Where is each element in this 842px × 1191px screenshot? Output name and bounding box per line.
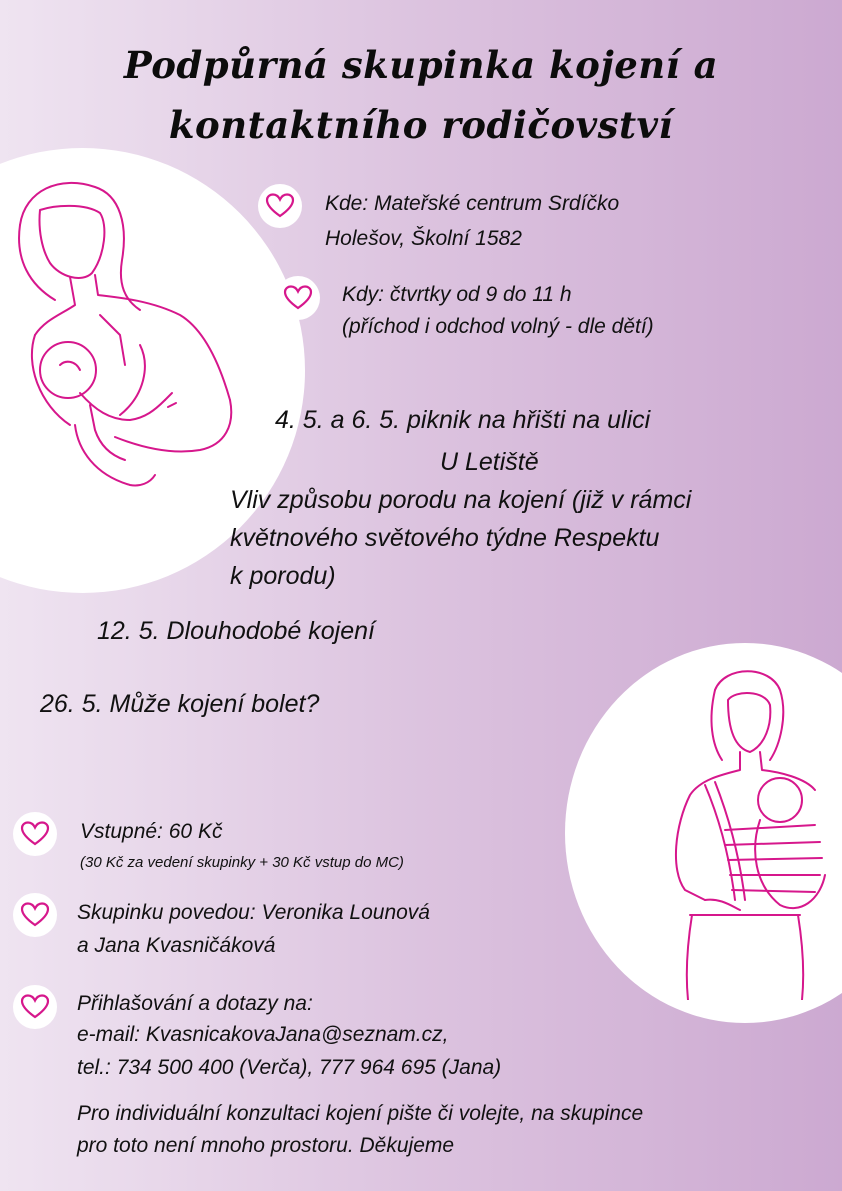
event-1-line-1: 4. 5. a 6. 5. piknik na hřišti na ulici [275, 406, 651, 434]
footer-line-2: pro toto není mnoho prostoru. Děkujeme [77, 1134, 455, 1157]
fee-line [80, 818, 222, 845]
event-2-line-2: květnového světového týdne Respektu [230, 524, 660, 552]
fee-label: Vstupné: [80, 820, 163, 843]
heart-badge [276, 276, 320, 320]
event-1-line-2: U Letiště [440, 448, 539, 476]
fee-note: (30 Kč za vedení skupinky + 30 Kč vstup do MC) [80, 854, 404, 871]
leaders-line-1: Skupinku povedou: Veronika Lounová [77, 901, 430, 924]
heart-icon [20, 821, 50, 847]
leaders-line-2: a Jana Kvasničáková [77, 934, 276, 957]
event-2-line-1: Vliv způsobu porodu na kojení (již v rámci [230, 486, 692, 514]
breastfeeding-mother-illustration [0, 165, 270, 525]
babywearing-mother-illustration [630, 660, 840, 1000]
where-address: Holešov, Školní 1582 [325, 227, 522, 250]
heart-icon [265, 193, 295, 219]
contact-phone[interactable]: tel.: 734 500 400 (Verča), 777 964 695 (Jana) [77, 1056, 502, 1079]
fee-value: 60 Kč [168, 820, 223, 843]
footer-line-1: Pro individuální konzultaci kojení pište či volejte, na skupince [77, 1102, 644, 1125]
page-title-line-2: kontaktního rodičovství [168, 103, 674, 147]
when-line-2: (příchod i odchod volný - dle dětí) [342, 315, 654, 338]
where-label: Kde: [325, 192, 369, 215]
where-venue: Mateřské centrum Srdíčko [374, 192, 620, 215]
heart-icon [283, 285, 313, 311]
heart-icon [20, 994, 50, 1020]
heart-icon [20, 902, 50, 928]
contact-heading: Přihlašování a dotazy na: [77, 992, 313, 1015]
heart-badge [13, 985, 57, 1029]
event-4: 26. 5. Může kojení bolet? [40, 690, 320, 718]
heart-badge [258, 184, 302, 228]
where-line-1 [325, 190, 619, 217]
event-3: 12. 5. Dlouhodobé kojení [97, 617, 375, 645]
contact-email[interactable]: e-mail: KvasnicakovaJana@seznam.cz, [77, 1023, 449, 1046]
heart-badge [13, 812, 57, 856]
heart-badge [13, 893, 57, 937]
event-2-line-3: k porodu) [230, 562, 336, 590]
when-line-1: Kdy: čtvrtky od 9 do 11 h [342, 283, 572, 306]
page-title-line-1: Podpůrná skupinka kojení a [123, 43, 719, 87]
